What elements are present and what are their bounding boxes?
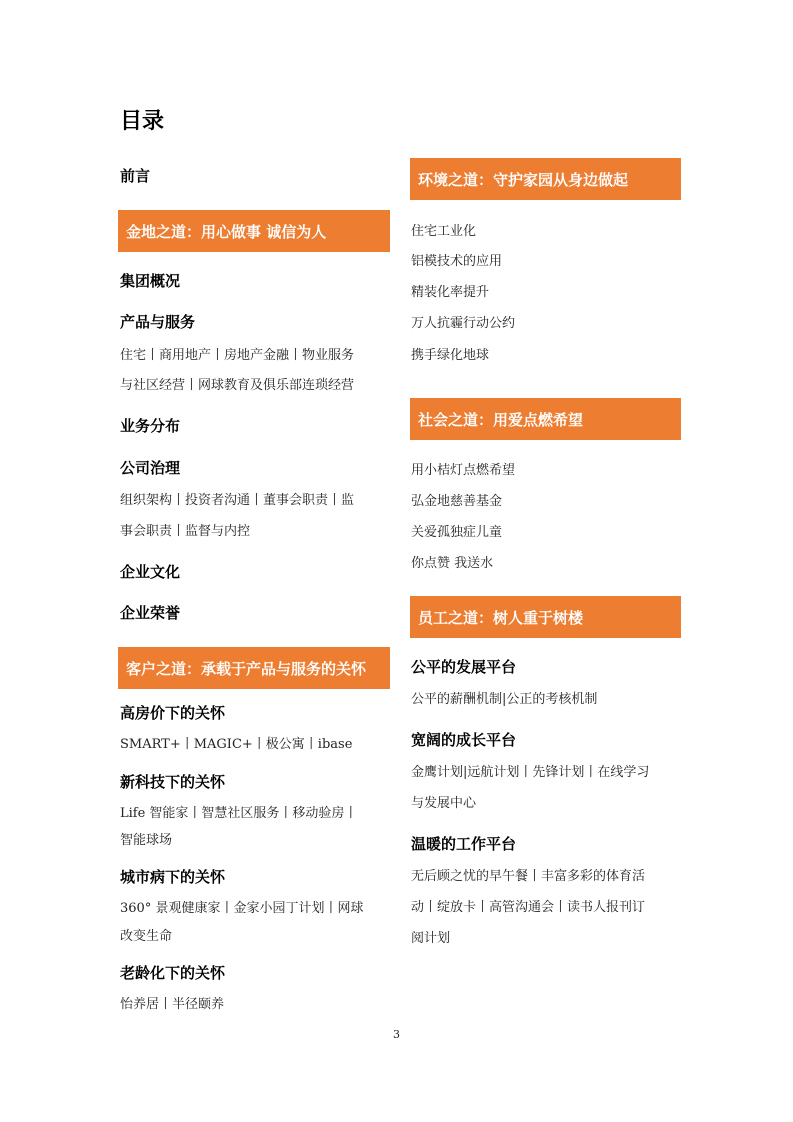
toc-corporate-culture[interactable]: 企业文化: [120, 563, 181, 581]
toc-society-item[interactable]: 你点赞 我送水: [411, 556, 494, 571]
toc-products-services[interactable]: 产品与服务: [120, 313, 196, 331]
section-band-employee-way[interactable]: 员工之道：树人重于树楼: [410, 596, 681, 638]
toc-warm-platform[interactable]: 温暖的工作平台: [411, 835, 517, 853]
toc-corporate-honors[interactable]: 企业荣誉: [120, 604, 181, 622]
section-band-environment-way[interactable]: 环境之道：守护家园从身边做起: [410, 158, 681, 200]
section-band-society-way[interactable]: 社会之道：用爱点燃希望: [410, 398, 681, 440]
section-band-golden-way[interactable]: 金地之道：用心做事 诚信为人: [118, 210, 390, 252]
toc-care-new-tech[interactable]: 新科技下的关怀: [120, 773, 226, 791]
toc-growth-platform-line-2: 与发展中心: [411, 796, 477, 811]
toc-growth-platform-line-1: 金鹰计划|远航计划丨先锋计划丨在线学习: [411, 765, 650, 780]
toc-env-item[interactable]: 精装化率提升: [411, 285, 490, 300]
toc-fair-platform-line-1: 公平的薪酬机制|公正的考核机制: [411, 692, 598, 707]
toc-care-urban[interactable]: 城市病下的关怀: [120, 868, 226, 886]
section-band-customer-way[interactable]: 客户之道：承载于产品与服务的关怀: [118, 647, 390, 689]
toc-society-item[interactable]: 用小桔灯点燃希望: [411, 463, 516, 478]
page-title: 目录: [120, 109, 165, 134]
toc-governance[interactable]: 公司治理: [120, 459, 181, 477]
toc-warm-platform-line-2: 动丨绽放卡丨高管沟通会丨读书人报刊订: [411, 900, 646, 915]
toc-governance-line-1: 组织架构丨投资者沟通丨董事会职责丨监: [120, 493, 355, 508]
toc-warm-platform-line-3: 阅计划: [411, 931, 451, 946]
toc-growth-platform[interactable]: 宽阔的成长平台: [411, 731, 517, 749]
toc-warm-platform-line-1: 无后顾之忧的早午餐丨丰富多彩的体育活: [411, 869, 646, 884]
toc-care-new-tech-line-1: Life 智能家丨智慧社区服务丨移动验房丨: [120, 806, 358, 821]
toc-env-item[interactable]: 住宅工业化: [411, 224, 477, 239]
toc-governance-line-2: 事会职责丨监督与内控: [120, 524, 251, 539]
toc-env-item[interactable]: 万人抗霾行动公约: [411, 316, 516, 331]
toc-preface[interactable]: 前言: [120, 167, 151, 185]
toc-care-urban-line-2: 改变生命: [120, 929, 173, 944]
toc-products-line-2: 与社区经营丨网球教育及俱乐部连琐经营: [120, 378, 355, 393]
toc-business-distribution[interactable]: 业务分布: [120, 417, 181, 435]
toc-fair-platform[interactable]: 公平的发展平台: [411, 658, 517, 676]
toc-society-item[interactable]: 关爱孤独症儿童: [411, 525, 503, 540]
toc-env-item[interactable]: 携手绿化地球: [411, 348, 490, 363]
page-number: 3: [393, 1028, 400, 1041]
toc-products-line-1: 住宅丨商用地产丨房地产金融丨物业服务: [120, 348, 355, 363]
toc-env-item[interactable]: 铝模技术的应用: [411, 254, 503, 269]
toc-care-urban-line-1: 360° 景观健康家丨金家小园丁计划丨网球: [120, 901, 364, 916]
toc-society-item[interactable]: 弘金地慈善基金: [411, 494, 503, 509]
toc-care-high-price[interactable]: 高房价下的关怀: [120, 704, 226, 722]
toc-care-high-price-line-1: SMART+丨MAGIC+丨极公寓丨ibase: [120, 737, 353, 752]
toc-care-aging-line-1: 怡养居丨半径颐养: [120, 997, 225, 1012]
toc-care-aging[interactable]: 老龄化下的关怀: [120, 964, 226, 982]
toc-care-new-tech-line-2: 智能球场: [120, 833, 173, 848]
toc-group-overview[interactable]: 集团概况: [120, 272, 181, 290]
